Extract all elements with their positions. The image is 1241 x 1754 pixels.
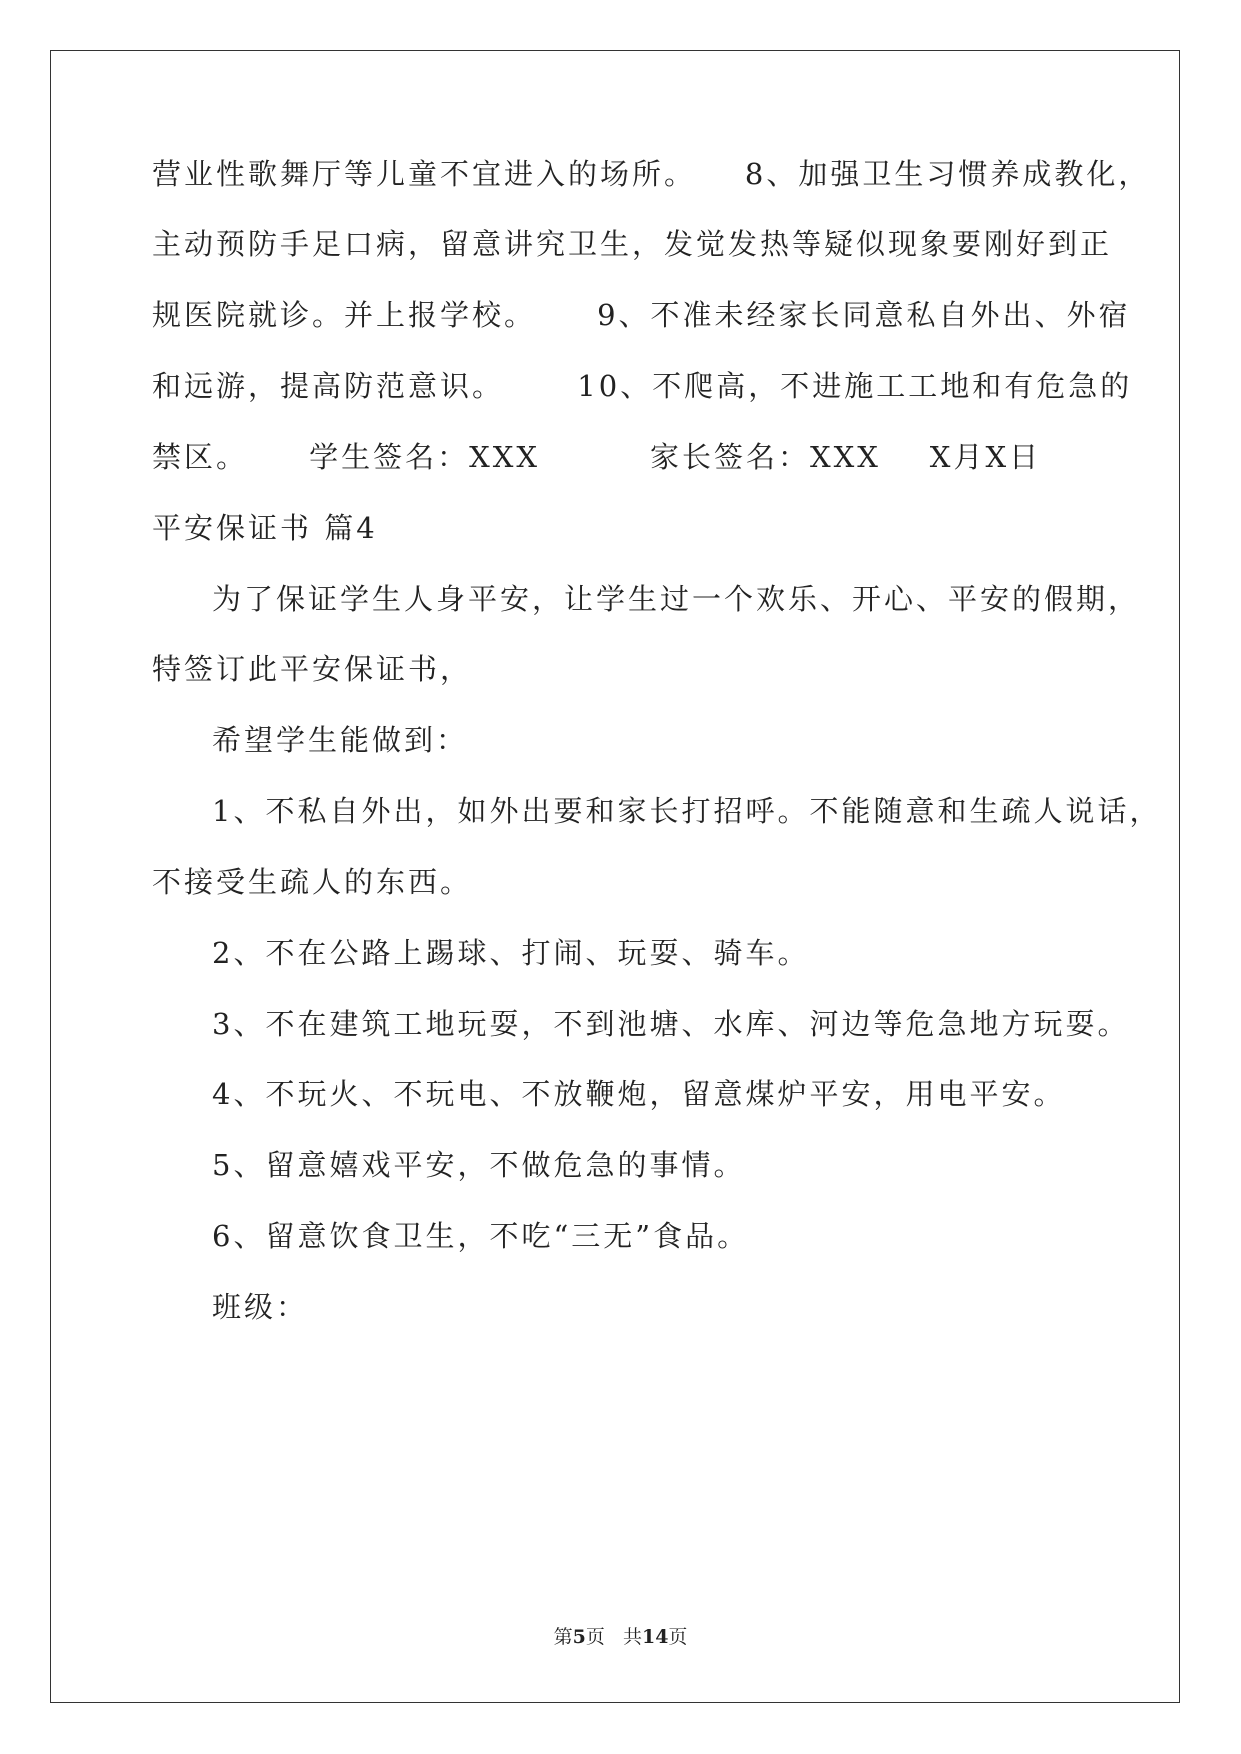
list-item: 1、不私自外出，如外出要和家长打招呼。不能随意和生疏人说话， — [212, 794, 1162, 828]
list-item: 6、留意饮食卫生，不吃“三无”食品。 — [212, 1219, 750, 1253]
signature-line: 禁区。 学生签名：XXX 家长签名：XXX X月X日 — [152, 440, 1042, 474]
list-item: 5、留意嬉戏平安，不做危急的事情。 — [212, 1148, 746, 1182]
text-line: 和远游，提高防范意识。 10、不爬高，不进施工工地和有危急的 — [152, 369, 1133, 403]
text-line: 营业性歌舞厅等儿童不宜进入的场所。 8、加强卫生习惯养成教化， — [152, 157, 1151, 191]
paragraph-line: 希望学生能做到： — [212, 723, 469, 757]
footer-total-prefix: 共 — [622, 1626, 642, 1648]
list-item: 4、不玩火、不玩电、不放鞭炮，留意煤炉平安，用电平安。 — [212, 1077, 1066, 1111]
footer-total-suffix: 页 — [668, 1626, 688, 1648]
text-line: 主动预防手足口病，留意讲究卫生，发觉发热等疑似现象要刚好到正 — [152, 227, 1113, 261]
footer-page-suffix: 页 — [585, 1626, 605, 1648]
paragraph-line: 为了保证学生人身平安，让学生过一个欢乐、开心、平安的假期， — [212, 582, 1141, 616]
list-item-continuation: 不接受生疏人的东西。 — [152, 865, 473, 899]
list-item: 2、不在公路上踢球、打闹、玩耍、骑车。 — [212, 936, 810, 970]
list-item: 3、不在建筑工地玩耍，不到池塘、水库、河边等危急地方玩耍。 — [212, 1007, 1130, 1041]
page-number: 5 — [572, 1626, 586, 1648]
section-heading: 平安保证书 篇4 — [152, 511, 378, 545]
text-line: 规医院就诊。并上报学校。 9、不准未经家长同意私自外出、外宿 — [152, 298, 1131, 332]
page-footer — [0, 1622, 1241, 1649]
class-field-label: 班级： — [212, 1290, 309, 1324]
footer-prefix: 第 — [553, 1626, 573, 1648]
paragraph-line: 特签订此平安保证书， — [152, 652, 473, 686]
total-pages: 14 — [641, 1626, 669, 1648]
